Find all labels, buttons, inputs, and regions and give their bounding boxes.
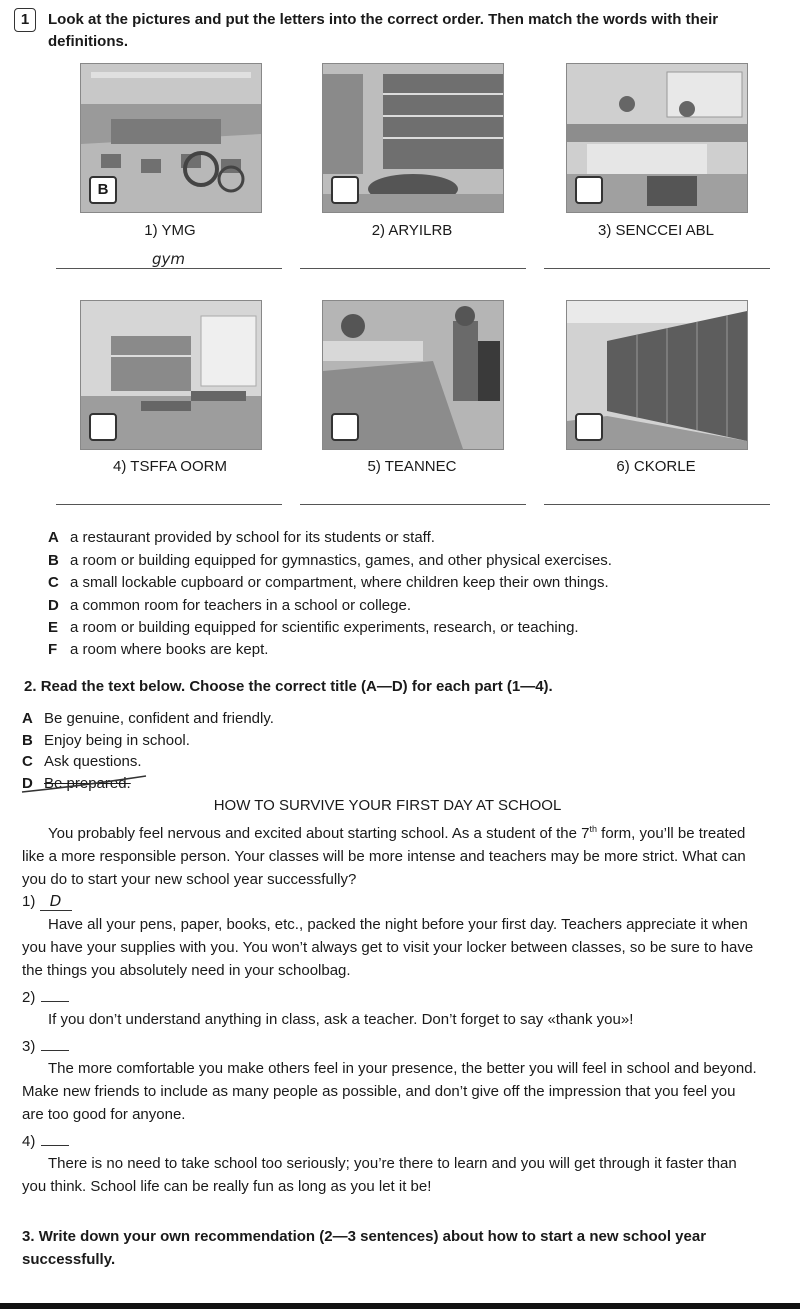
definition-a: A a restaurant provided by school for its students or staff.: [48, 529, 435, 546]
locker-photo: [566, 300, 748, 450]
part-4-text: There is no need to take school too seriously; you’re there to learn and you will get through it faster than you think. School life can be really fun as long as you let it be!: [22, 1155, 737, 1195]
definition-f: F a room where books are kept.: [48, 641, 269, 658]
caption-2: 2) ARYILRB: [371, 222, 453, 239]
part-2-number: 2): [22, 987, 69, 1006]
science-lab-photo: [566, 63, 748, 213]
part-3-number: 3): [22, 1036, 69, 1055]
task3-header: 3. Write down your own recommendation (2—3 sentences) about how to start a new school year successfully.: [22, 1228, 707, 1268]
caption-3: 3) SENCCEI ABL: [598, 222, 714, 239]
answer-line-4[interactable]: [56, 504, 282, 505]
definition-d: D a common room for teachers in a school or college.: [48, 597, 411, 614]
part-2-answer[interactable]: [41, 987, 69, 1002]
answer-line-3[interactable]: [544, 268, 770, 269]
definition-c: C a small lockable cupboard or compartment, where children keep their own things.: [48, 574, 609, 591]
part-3-text: The more comfortable you make others feel in your presence, the better you will feel in school and beyond. Make new friends to include as many people as possible, and don’t give off the impression that you feel you are too good for anyone.: [22, 1060, 757, 1123]
staff-room-answer-box[interactable]: [89, 413, 117, 441]
caption-4: 4) TSFFA OORM: [113, 458, 227, 475]
caption-1: 1) YMG: [144, 222, 196, 239]
task1-number: 1: [14, 8, 36, 32]
intro-paragraph: You probably feel nervous and excited about starting school. As a student of the 7th form, you’ll be treated like a more responsible person. Your classes will be more intense and teachers may be more strict. What can you do to start your new school year successfully?: [22, 824, 746, 888]
part-4-answer[interactable]: [41, 1131, 69, 1146]
part-2-text: If you don’t understand anything in class, ask a teacher. Don’t forget to say «thank you»!: [48, 1011, 634, 1028]
option-d: D Be prepared.: [22, 775, 131, 792]
locker-answer-box[interactable]: [575, 413, 603, 441]
staff-room-photo: [80, 300, 262, 450]
answer-line-6[interactable]: [544, 504, 770, 505]
library-answer-box[interactable]: [331, 176, 359, 204]
task2-header: 2. Read the text below. Choose the correct title (A—D) for each part (1—4).: [24, 678, 553, 695]
answer-line-2[interactable]: [300, 268, 526, 269]
gym-photo: [80, 63, 262, 213]
bottom-border: [0, 1303, 800, 1309]
text-title: HOW TO SURVIVE YOUR FIRST DAY AT SCHOOL: [213, 797, 562, 814]
part-1-text: Have all your pens, paper, books, etc., packed the night before your first day. Teachers appreciate it when you have your supplies with you. You won’t always get to visit your locker between classes, so be sure to have the things you absolutely need in your schoolbag.: [22, 916, 754, 979]
answer-1-handwriting: gym: [152, 250, 186, 268]
definition-e: E a room or building equipped for scientific experiments, research, or teaching.: [48, 619, 579, 636]
part-3-answer[interactable]: [41, 1036, 69, 1051]
canteen-answer-box[interactable]: [331, 413, 359, 441]
part-1-number: 1) D: [22, 892, 72, 911]
caption-6: 6) CKORLE: [616, 458, 696, 475]
option-a: A Be genuine, confident and friendly.: [22, 710, 274, 727]
task1-instruction: Look at the pictures and put the letters into the correct order. Then match the words with their definitions.: [48, 11, 719, 50]
science-lab-answer-box[interactable]: [575, 176, 603, 204]
canteen-photo: [322, 300, 504, 450]
part-1-answer[interactable]: D: [40, 892, 72, 911]
library-photo: [322, 63, 504, 213]
gym-answer-box[interactable]: B: [89, 176, 117, 204]
option-b: B Enjoy being in school.: [22, 732, 190, 749]
part-4-number: 4): [22, 1131, 69, 1150]
answer-line-1[interactable]: [56, 268, 282, 269]
definition-b: B a room or building equipped for gymnastics, games, and other physical exercises.: [48, 552, 612, 569]
option-c: C Ask questions.: [22, 753, 142, 770]
caption-5: 5) TEANNEC: [367, 458, 457, 475]
strike-mark: [20, 772, 150, 796]
answer-line-5[interactable]: [300, 504, 526, 505]
